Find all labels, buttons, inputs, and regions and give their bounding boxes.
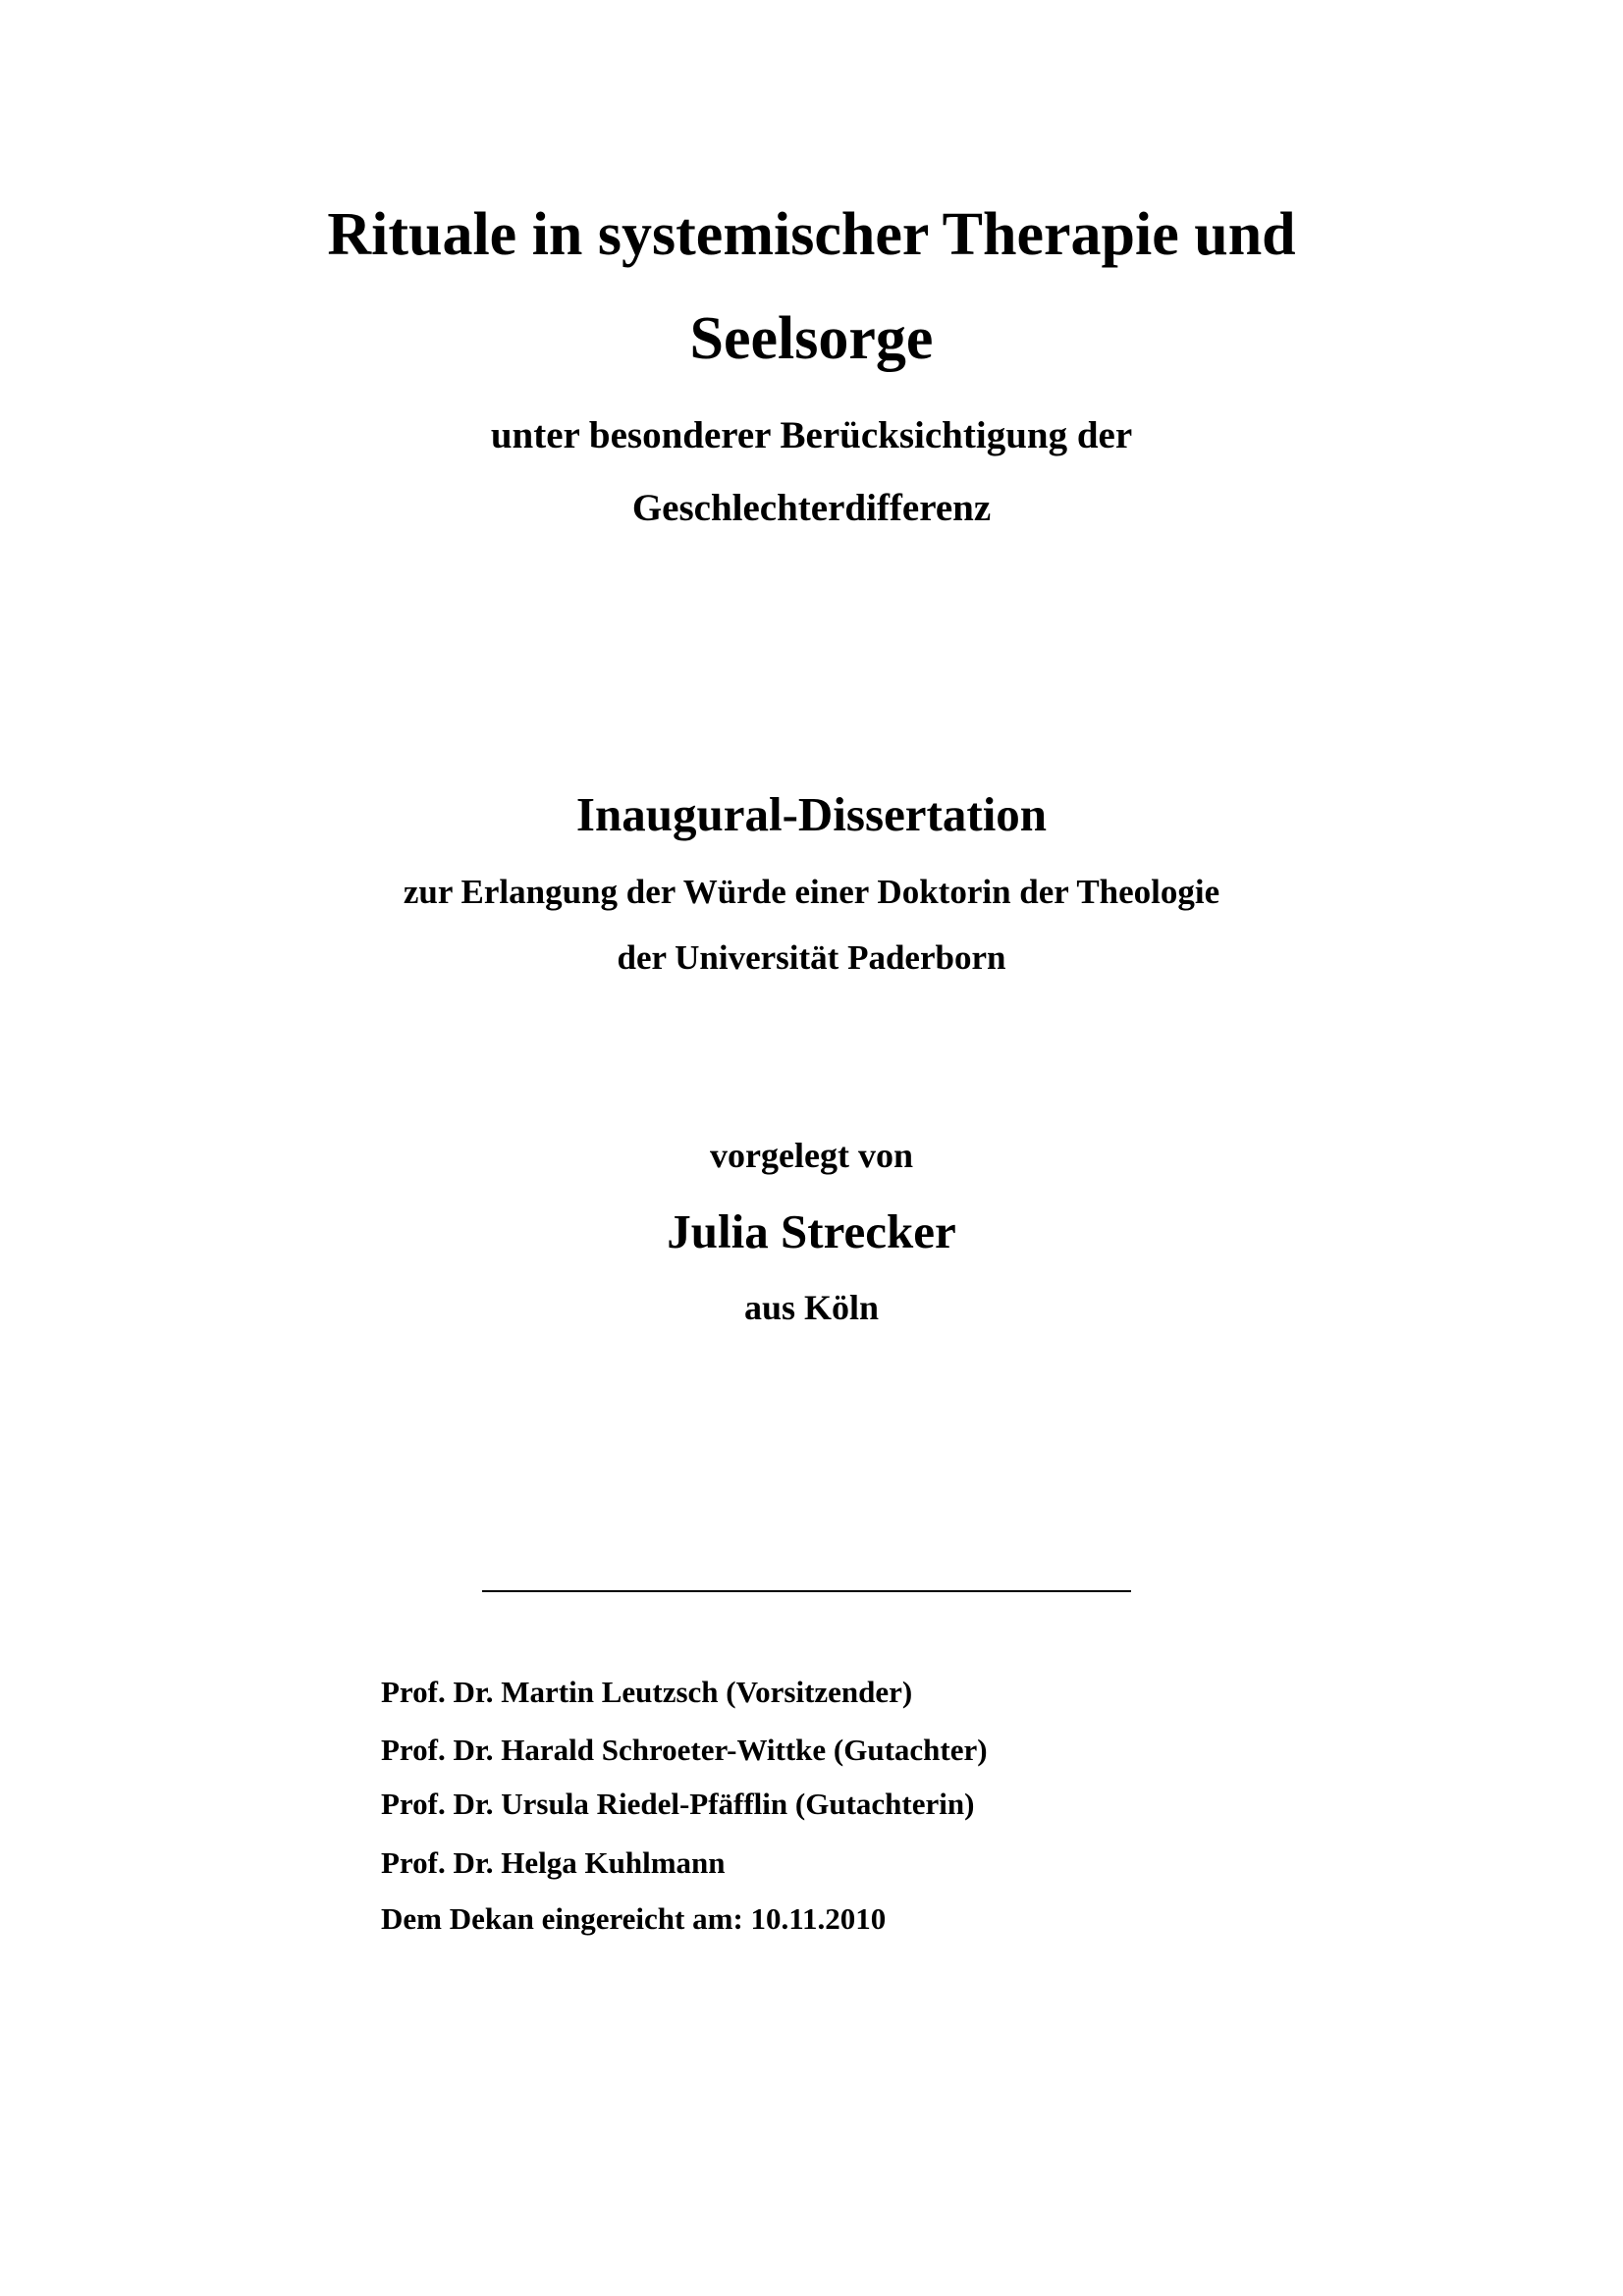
title-line-1: Rituale in systemischer Therapie und [327, 201, 1296, 268]
committee-member-4: Prof. Dr. Helga Kuhlmann [381, 1845, 726, 1880]
committee-member-2: Prof. Dr. Harald Schroeter-Wittke (Gutachter) [381, 1733, 988, 1767]
presented-by: vorgelegt von [710, 1136, 913, 1175]
author-name: Julia Strecker [667, 1204, 956, 1258]
dissertation-university: der Universität Paderborn [617, 938, 1006, 977]
committee-member-1: Prof. Dr. Martin Leutzsch (Vorsitzender) [381, 1675, 913, 1709]
author-origin: aus Köln [743, 1288, 880, 1327]
signature-divider [482, 1590, 1131, 1592]
dissertation-title: Inaugural-Dissertation [575, 787, 1048, 841]
dissertation-purpose: zur Erlangung der Würde einer Doktorin der Theologie [403, 873, 1220, 911]
submission-note: Dem Dekan eingereicht am: 10.11.2010 [381, 1901, 887, 1936]
title-line-2: Seelsorge [689, 305, 934, 372]
subtitle-line-1: unter besonderer Berücksichtigung der [490, 414, 1133, 456]
subtitle-line-2: Geschlechterdifferenz [631, 487, 992, 529]
committee-member-3: Prof. Dr. Ursula Riedel-Pfäfflin (Gutachterin) [381, 1787, 975, 1821]
